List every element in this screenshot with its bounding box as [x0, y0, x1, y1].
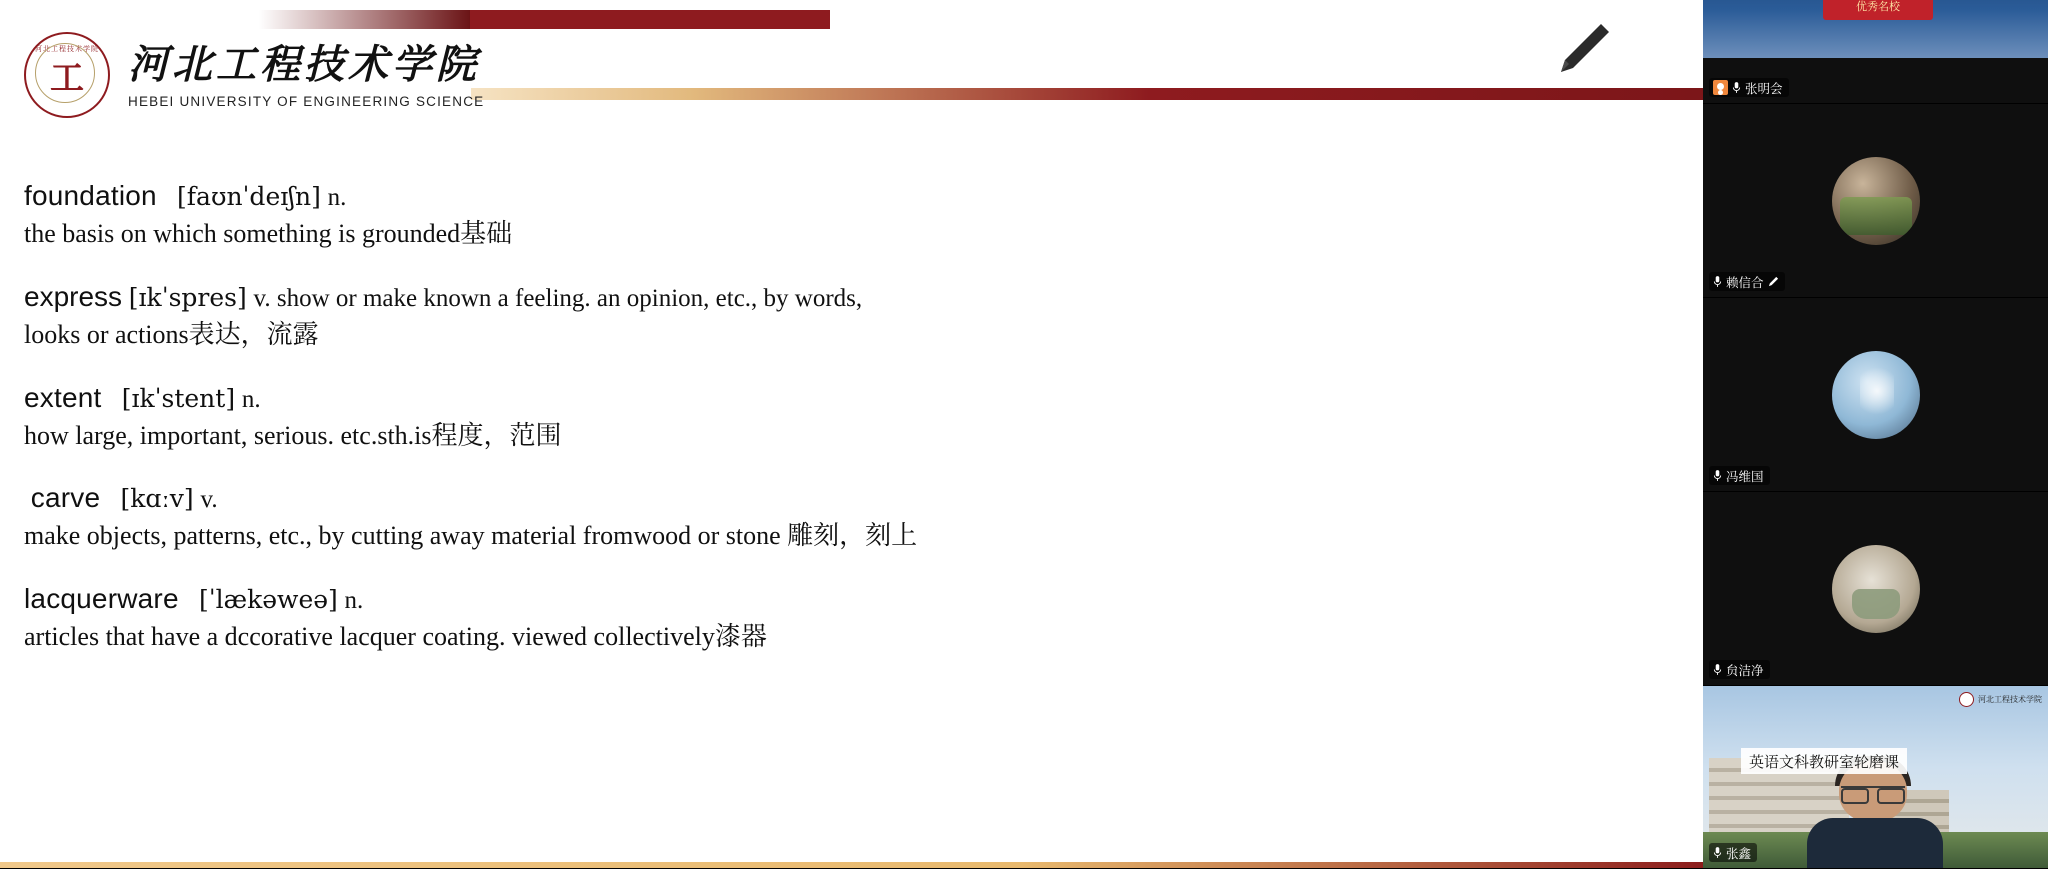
participant-name-chip — [1709, 272, 1785, 291]
glasses-icon — [1841, 786, 1905, 800]
person-body — [1807, 818, 1943, 869]
university-logo — [24, 32, 484, 118]
avatar — [1832, 545, 1920, 633]
mic-muted-icon — [1713, 663, 1722, 676]
participant-name-chip — [1709, 466, 1770, 485]
vocab-entry — [24, 480, 1644, 553]
mic-muted-icon — [1732, 81, 1741, 94]
seal-top-text: 河北工程技术学院 — [35, 46, 99, 53]
vocab-pos: n. — [327, 184, 347, 211]
person-figure — [1795, 760, 1955, 868]
vocab-definition: articles that have a dccorative lacquer coating. viewed collectively漆器 — [24, 622, 767, 652]
vocab-definition: how large, important, serious. etc.sth.is程度，范围 — [24, 420, 562, 450]
corner-logo — [1959, 692, 2042, 707]
vocab-ipa: [kɑːv] — [120, 484, 194, 514]
pencil-icon — [1768, 276, 1779, 287]
vocab-definition: looks or actions表达，流露 — [24, 319, 319, 349]
vocab-word: extent — [24, 381, 102, 413]
vocab-pos: n. — [241, 385, 261, 413]
vocab-headline — [24, 581, 1644, 617]
vocab-entry — [24, 581, 1644, 654]
participant-tile[interactable] — [1703, 492, 2048, 686]
mic-muted-icon — [1713, 469, 1722, 482]
vocab-entry — [24, 279, 1644, 352]
participant-rail[interactable] — [1703, 0, 2048, 868]
participant-name: 赖信合 — [1726, 274, 1764, 290]
participant-tile[interactable] — [1703, 298, 2048, 492]
corner-logo-text: 河北工程技术学院 — [1978, 695, 2042, 704]
vocab-word: foundation — [24, 180, 157, 211]
participant-tile[interactable] — [1703, 104, 2048, 298]
vocab-ipa: [faʊnˈdeɪʃn] — [177, 182, 321, 211]
vocab-entry — [24, 178, 1644, 251]
vocab-ipa: [ˈlækəweə] — [198, 585, 338, 615]
slide-footer-strip — [0, 862, 1703, 868]
participant-name: 张鑫 — [1726, 845, 1752, 861]
university-name-en: HEBEI UNIVERSITY OF ENGINEERING SCIENCE — [128, 93, 485, 109]
avatar — [1832, 157, 1920, 245]
vocab-headline — [24, 279, 1644, 315]
header-bar-top — [470, 10, 830, 29]
header-bar-second — [471, 88, 1703, 100]
participant-name-chip — [1709, 660, 1770, 679]
mic-muted-icon — [1713, 846, 1722, 859]
participant-name: 张明会 — [1745, 80, 1783, 96]
vocab-ipa: [ɪkˈspres] — [128, 282, 247, 312]
participant-tile[interactable] — [1703, 0, 2048, 104]
vocab-headline — [24, 480, 1644, 516]
vocab-pos: v. — [200, 486, 218, 514]
video-overlay-title: 英语文科教研室轮磨课 — [1741, 748, 1907, 774]
vocab-pos: v. show or make known a feeling. an opinion, etc., by words, — [253, 284, 863, 312]
vocab-word: lacquerware — [24, 583, 179, 615]
vocab-pos: n. — [344, 587, 364, 615]
vocab-word: express — [24, 280, 123, 312]
university-name-cn: 河北工程技术学院 — [128, 40, 480, 88]
participant-tile[interactable] — [1703, 686, 2048, 869]
participant-name-chip — [1709, 843, 1757, 862]
vocabulary-list — [24, 178, 1644, 682]
participant-name-chip — [1709, 78, 1789, 97]
participant-name: 贠洁净 — [1726, 662, 1764, 678]
vocab-headline — [24, 380, 1644, 416]
vocab-entry — [24, 380, 1644, 453]
avatar — [1832, 351, 1920, 439]
participant-name: 冯维国 — [1726, 468, 1764, 484]
vocab-definition: the basis on which something is grounded基础 — [24, 219, 513, 248]
mic-muted-icon — [1713, 275, 1722, 288]
pencil-icon[interactable] — [1551, 18, 1615, 82]
vocab-word: carve — [30, 482, 101, 514]
vocab-headline — [24, 178, 1644, 214]
university-name-block — [128, 42, 484, 109]
participant-banner-text: 优秀名校 — [1823, 0, 1933, 20]
vocab-ipa: [ɪkˈstent] — [121, 383, 236, 413]
university-seal-icon — [1959, 692, 1974, 707]
vocab-definition: make objects, patterns, etc., by cutting away material fromwood or stone 雕刻，刻上 — [24, 521, 918, 551]
header-bar-gradient-left — [0, 10, 470, 29]
seal-center-glyph: 工 — [50, 60, 84, 98]
university-seal-icon — [24, 32, 110, 118]
host-badge-icon — [1713, 80, 1728, 95]
